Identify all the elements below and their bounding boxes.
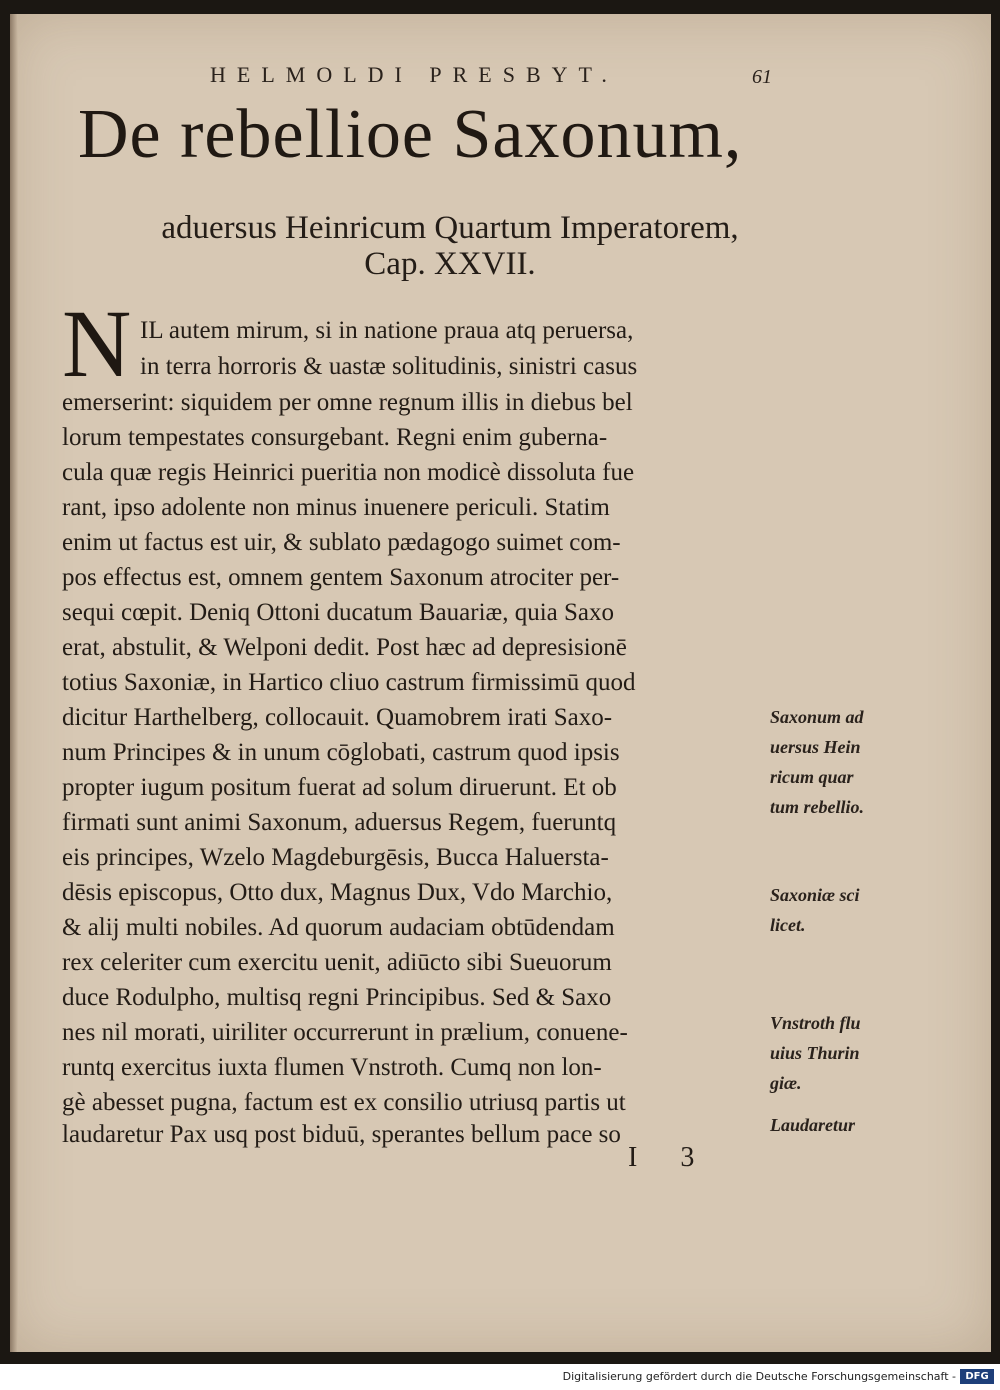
text-line: num Principes & in unum cōglobati, castrum quod ipsis bbox=[62, 739, 620, 766]
margin-note: giæ. bbox=[770, 1073, 802, 1093]
text-line: lorum tempestates consurgebant. Regni enim guberna- bbox=[62, 424, 608, 451]
text-line: pos effectus est, omnem gentem Saxonum atrociter per- bbox=[62, 564, 620, 591]
margin-note: Saxoniæ sci bbox=[770, 885, 860, 905]
margin-note: ricum quar bbox=[770, 767, 854, 787]
margin-note: Vnstroth flu bbox=[770, 1013, 861, 1033]
chapter-subtitle-line-1: aduersus Heinricum Quartum Imperatorem, bbox=[161, 210, 739, 246]
signature-mark: I 3 bbox=[628, 1142, 713, 1173]
text-line: dicitur Harthelberg, collocauit. Quamobrem irati Saxo- bbox=[62, 704, 613, 731]
margin-note: licet. bbox=[770, 915, 806, 935]
text-line: in terra horroris & uastæ solitudinis, sinistri casus bbox=[140, 353, 638, 380]
margin-note: uius Thurin bbox=[770, 1043, 860, 1063]
text-line: cula quæ regis Heinrici pueritia non modicè dissoluta fue bbox=[62, 459, 635, 486]
text-line: erat, abstulit, & Welponi dedit. Post hæc ad depresisionē bbox=[62, 634, 627, 661]
text-line: laudaretur Pax usq post biduū, sperantes bellum pace so bbox=[62, 1121, 621, 1148]
text-line: IL autem mirum, si in natione praua atq peruersa, bbox=[140, 317, 634, 344]
text-line: nes nil morati, uiriliter occurrerunt in prælium, conuene- bbox=[62, 1019, 628, 1046]
text-line: rant, ipso adolente non minus inuenere periculi. Statim bbox=[62, 494, 610, 521]
text-line: duce Rodulpho, multisq regni Principibus. Sed & Saxo bbox=[62, 984, 612, 1011]
margin-note: tum rebellio. bbox=[770, 797, 864, 817]
text-line: gè abesset pugna, factum est ex consilio utriusq partis ut bbox=[62, 1089, 626, 1116]
funding-notice: Digitalisierung gefördert durch die Deutsche Forschungsgemeinschaft - bbox=[562, 1370, 956, 1383]
text-line: & alij multi nobiles. Ad quorum audaciam obtūdendam bbox=[62, 914, 615, 941]
digitization-footer bbox=[0, 1364, 1000, 1390]
text-line: totius Saxoniæ, in Hartico cliuo castrum firmissimū quod bbox=[62, 669, 636, 696]
margin-note: uersus Hein bbox=[770, 737, 861, 757]
margin-note: Saxonum ad bbox=[770, 707, 864, 727]
dfg-logo[interactable]: DFG bbox=[960, 1369, 994, 1384]
text-line: rex celeriter cum exercitu uenit, adiūcto sibi Sueuorum bbox=[62, 949, 612, 976]
text-line: propter iugum positum fuerat ad solum diruerunt. Et ob bbox=[62, 774, 617, 801]
text-line: firmati sunt animi Saxonum, aduersus Regem, fueruntq bbox=[62, 809, 617, 836]
text-line: emerserint: siquidem per omne regnum illis in diebus bel bbox=[62, 389, 633, 416]
margin-note: Laudaretur bbox=[770, 1115, 856, 1135]
folio-number: 61 bbox=[752, 66, 772, 88]
running-head: HELMOLDI PRESBYT. bbox=[210, 62, 618, 87]
text-line: enim ut factus est uir, & sublato pædagogo suimet com- bbox=[62, 529, 621, 556]
text-line: eis principes, Wzelo Magdeburgēsis, Bucca Haluersta- bbox=[62, 844, 609, 871]
chapter-title: De rebellioe Saxonum, bbox=[78, 96, 743, 173]
chapter-number: Cap. XXVII. bbox=[364, 246, 536, 282]
page-gutter-edge bbox=[10, 14, 18, 1352]
drop-cap-initial: N bbox=[62, 290, 132, 397]
text-line: sequi cœpit. Deniq Ottoni ducatum Bauariæ, quia Saxo bbox=[62, 599, 614, 626]
text-line: runtq exercitus iuxta flumen Vnstroth. Cumq non lon- bbox=[62, 1054, 602, 1081]
text-line: dēsis episcopus, Otto dux, Magnus Dux, Vdo Marchio, bbox=[62, 879, 613, 906]
